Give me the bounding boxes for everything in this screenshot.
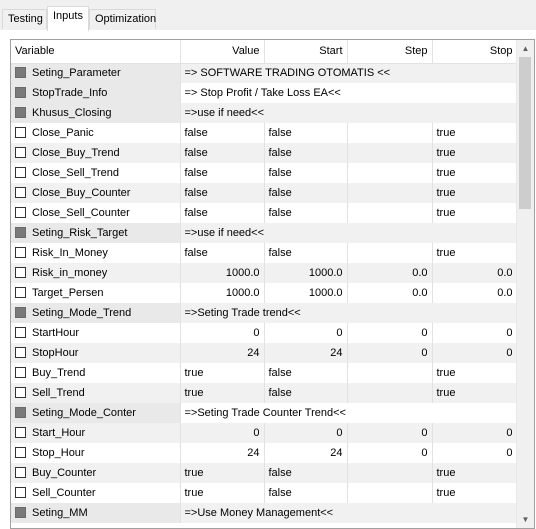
table-row[interactable] bbox=[11, 463, 517, 483]
table-row[interactable] bbox=[11, 443, 517, 463]
table-row[interactable] bbox=[11, 263, 517, 283]
tab-inputs[interactable]: Inputs bbox=[47, 6, 89, 31]
variable-name: Seting_Mode_Trend bbox=[32, 307, 132, 319]
optimize-checkbox[interactable] bbox=[15, 487, 26, 498]
variable-name: Risk_In_Money bbox=[32, 247, 108, 259]
variable-name: Seting_MM bbox=[32, 507, 88, 519]
inputs-grid bbox=[10, 39, 535, 529]
value-cell[interactable]: true bbox=[180, 363, 264, 383]
step-cell[interactable] bbox=[347, 483, 432, 503]
variable-name: Buy_Counter bbox=[32, 467, 97, 479]
table-row[interactable] bbox=[11, 403, 517, 423]
start-cell[interactable]: false bbox=[264, 483, 347, 503]
value-cell[interactable]: 1000.0 bbox=[180, 283, 264, 303]
variable-name: Risk_in_money bbox=[32, 267, 108, 279]
variable-cell[interactable] bbox=[11, 63, 180, 83]
column-header-step[interactable]: Step bbox=[347, 40, 432, 63]
start-cell[interactable]: 24 bbox=[264, 343, 347, 363]
step-cell[interactable]: 0 bbox=[347, 343, 432, 363]
step-cell[interactable] bbox=[347, 383, 432, 403]
start-cell[interactable]: false bbox=[264, 123, 347, 143]
variable-cell[interactable] bbox=[11, 503, 180, 523]
stop-cell[interactable]: true bbox=[432, 203, 517, 223]
optimize-checkbox[interactable] bbox=[15, 187, 26, 198]
start-cell[interactable]: 1000.0 bbox=[264, 263, 347, 283]
variable-cell[interactable] bbox=[11, 463, 180, 483]
variable-name: Buy_Trend bbox=[32, 367, 86, 379]
step-cell[interactable]: 0 bbox=[347, 323, 432, 343]
optimize-checkbox bbox=[15, 507, 26, 518]
start-cell[interactable]: false bbox=[264, 363, 347, 383]
optimize-checkbox[interactable] bbox=[15, 207, 26, 218]
stop-cell[interactable]: true bbox=[432, 143, 517, 163]
optimize-checkbox[interactable] bbox=[15, 167, 26, 178]
value-cell[interactable]: 24 bbox=[180, 343, 264, 363]
table-row[interactable] bbox=[11, 503, 517, 523]
variable-cell[interactable] bbox=[11, 83, 180, 103]
variable-name: Target_Persen bbox=[32, 287, 104, 299]
value-cell[interactable]: false bbox=[180, 143, 264, 163]
value-cell[interactable]: false bbox=[180, 203, 264, 223]
value-cell[interactable]: 1000.0 bbox=[180, 263, 264, 283]
step-cell[interactable] bbox=[347, 143, 432, 163]
optimize-checkbox[interactable] bbox=[15, 367, 26, 378]
optimize-checkbox[interactable] bbox=[15, 247, 26, 258]
variable-name: Start_Hour bbox=[32, 427, 86, 439]
table-row[interactable] bbox=[11, 383, 517, 403]
value-cell[interactable]: false bbox=[180, 183, 264, 203]
optimize-checkbox[interactable] bbox=[15, 127, 26, 138]
variable-cell[interactable] bbox=[11, 223, 180, 243]
variable-cell[interactable] bbox=[11, 383, 180, 403]
table-row[interactable] bbox=[11, 123, 517, 143]
variable-name: Sell_Trend bbox=[32, 387, 85, 399]
table-row[interactable] bbox=[11, 323, 517, 343]
variable-cell[interactable] bbox=[11, 283, 180, 303]
column-header-variable[interactable]: Variable bbox=[11, 40, 180, 63]
variable-name: Close_Buy_Trend bbox=[32, 147, 120, 159]
value-cell[interactable]: 0 bbox=[180, 423, 264, 443]
variable-cell[interactable] bbox=[11, 303, 180, 323]
optimize-checkbox[interactable] bbox=[15, 447, 26, 458]
table-row[interactable] bbox=[11, 283, 517, 303]
optimize-checkbox bbox=[15, 407, 26, 418]
inputs-table bbox=[11, 40, 518, 523]
step-cell[interactable] bbox=[347, 163, 432, 183]
scroll-thumb[interactable] bbox=[519, 57, 531, 209]
variable-cell[interactable] bbox=[11, 103, 180, 123]
start-cell[interactable]: 24 bbox=[264, 443, 347, 463]
table-row[interactable] bbox=[11, 103, 517, 123]
stop-cell[interactable]: true bbox=[432, 163, 517, 183]
start-cell[interactable]: false bbox=[264, 143, 347, 163]
table-row[interactable] bbox=[11, 363, 517, 383]
tab-optimization[interactable]: Optimization bbox=[89, 9, 156, 29]
optimize-checkbox[interactable] bbox=[15, 387, 26, 398]
optimize-checkbox[interactable] bbox=[15, 467, 26, 478]
table-row[interactable] bbox=[11, 223, 517, 243]
variable-cell[interactable] bbox=[11, 423, 180, 443]
variable-name: Khusus_Closing bbox=[32, 107, 112, 119]
variable-name: Close_Panic bbox=[32, 127, 94, 139]
table-row[interactable] bbox=[11, 143, 517, 163]
inputs-page bbox=[0, 30, 536, 529]
variable-name: Sell_Counter bbox=[32, 487, 96, 499]
stop-cell[interactable]: true bbox=[432, 123, 517, 143]
column-header-start[interactable]: Start bbox=[264, 40, 347, 63]
stop-cell[interactable]: true bbox=[432, 243, 517, 263]
optimize-checkbox[interactable] bbox=[15, 147, 26, 158]
table-row[interactable] bbox=[11, 163, 517, 183]
variable-cell[interactable] bbox=[11, 403, 180, 423]
variable-cell[interactable] bbox=[11, 203, 180, 223]
start-cell[interactable]: false bbox=[264, 463, 347, 483]
variable-name: StartHour bbox=[32, 327, 80, 339]
optimize-checkbox[interactable] bbox=[15, 327, 26, 338]
stop-cell[interactable]: true bbox=[432, 183, 517, 203]
stop-cell[interactable]: 0 bbox=[432, 323, 517, 343]
step-cell[interactable]: 0.0 bbox=[347, 283, 432, 303]
start-cell[interactable]: 0 bbox=[264, 423, 347, 443]
step-cell[interactable]: 0.0 bbox=[347, 263, 432, 283]
step-cell[interactable]: 0 bbox=[347, 443, 432, 463]
variable-name: Seting_Parameter bbox=[32, 67, 121, 80]
section-value[interactable]: => SOFTWARE TRADING OTOMATIS << bbox=[180, 63, 517, 83]
value-cell[interactable]: false bbox=[180, 163, 264, 183]
variable-cell[interactable] bbox=[11, 323, 180, 343]
stop-cell[interactable]: 0 bbox=[432, 443, 517, 463]
variable-name: StopHour bbox=[32, 347, 79, 359]
scroll-up-arrow-icon[interactable]: ▲ bbox=[521, 44, 530, 53]
step-cell[interactable] bbox=[347, 123, 432, 143]
variable-name: Close_Buy_Counter bbox=[32, 187, 131, 199]
section-value[interactable]: =>Use Money Management<< bbox=[180, 503, 517, 523]
value-cell[interactable]: true bbox=[180, 383, 264, 403]
step-cell[interactable]: 0 bbox=[347, 423, 432, 443]
table-row[interactable] bbox=[11, 343, 517, 363]
table-header bbox=[11, 40, 517, 63]
variable-cell[interactable] bbox=[11, 123, 180, 143]
table-row[interactable] bbox=[11, 63, 517, 83]
value-cell[interactable]: true bbox=[180, 483, 264, 503]
step-cell[interactable] bbox=[347, 363, 432, 383]
tab-strip bbox=[0, 0, 536, 31]
stop-cell[interactable]: 0 bbox=[432, 423, 517, 443]
section-value[interactable]: => Stop Profit / Take Loss EA<< bbox=[180, 83, 517, 103]
variable-name: Close_Sell_Trend bbox=[32, 167, 120, 179]
stop-cell[interactable]: true bbox=[432, 363, 517, 383]
value-cell[interactable]: 24 bbox=[180, 443, 264, 463]
start-cell[interactable]: false bbox=[264, 383, 347, 403]
optimize-checkbox bbox=[15, 87, 26, 98]
value-cell[interactable]: false bbox=[180, 243, 264, 263]
step-cell[interactable] bbox=[347, 243, 432, 263]
table-row[interactable] bbox=[11, 303, 517, 323]
variable-name: Stop_Hour bbox=[32, 447, 85, 459]
table-row[interactable] bbox=[11, 483, 517, 503]
variable-cell[interactable] bbox=[11, 443, 180, 463]
step-cell[interactable] bbox=[347, 203, 432, 223]
table-row[interactable] bbox=[11, 423, 517, 443]
start-cell[interactable]: 0 bbox=[264, 323, 347, 343]
optimize-checkbox bbox=[15, 307, 26, 318]
stop-cell[interactable]: 0.0 bbox=[432, 283, 517, 303]
stop-cell[interactable]: true bbox=[432, 463, 517, 483]
value-cell[interactable]: 0 bbox=[180, 323, 264, 343]
table-row[interactable] bbox=[11, 243, 517, 263]
section-value[interactable]: =>Seting Trade trend<< bbox=[180, 303, 517, 323]
optimize-checkbox[interactable] bbox=[15, 267, 26, 278]
stop-cell[interactable]: true bbox=[432, 483, 517, 503]
optimize-checkbox[interactable] bbox=[15, 427, 26, 438]
variable-name: Close_Sell_Counter bbox=[32, 207, 130, 219]
variable-cell[interactable] bbox=[11, 343, 180, 363]
column-header-stop[interactable]: Stop bbox=[432, 40, 517, 63]
section-value[interactable]: =>use if need<< bbox=[180, 223, 517, 243]
optimize-checkbox[interactable] bbox=[15, 287, 26, 298]
start-cell[interactable]: false bbox=[264, 203, 347, 223]
table-row[interactable] bbox=[11, 83, 517, 103]
table-row[interactable] bbox=[11, 203, 517, 223]
variable-name: StopTrade_Info bbox=[32, 87, 108, 99]
start-cell[interactable]: false bbox=[264, 183, 347, 203]
scroll-down-arrow-icon[interactable]: ▼ bbox=[521, 515, 530, 524]
variable-cell[interactable] bbox=[11, 183, 180, 203]
value-cell[interactable]: true bbox=[180, 463, 264, 483]
step-cell[interactable] bbox=[347, 183, 432, 203]
variable-name: Seting_Mode_Conter bbox=[32, 407, 136, 419]
stop-cell[interactable]: 0.0 bbox=[432, 263, 517, 283]
vertical-scrollbar[interactable] bbox=[516, 40, 534, 528]
table-row[interactable] bbox=[11, 183, 517, 203]
section-value[interactable]: =>Seting Trade Counter Trend<< bbox=[180, 403, 517, 423]
variable-cell[interactable] bbox=[11, 483, 180, 503]
start-cell[interactable]: false bbox=[264, 243, 347, 263]
optimize-checkbox bbox=[15, 227, 26, 238]
start-cell[interactable]: false bbox=[264, 163, 347, 183]
variable-cell[interactable] bbox=[11, 363, 180, 383]
stop-cell[interactable]: 0 bbox=[432, 343, 517, 363]
variable-cell[interactable] bbox=[11, 143, 180, 163]
column-header-value[interactable]: Value bbox=[180, 40, 264, 63]
optimize-checkbox[interactable] bbox=[15, 347, 26, 358]
variable-name: Seting_Risk_Target bbox=[32, 227, 128, 239]
start-cell[interactable]: 1000.0 bbox=[264, 283, 347, 303]
optimize-checkbox bbox=[15, 107, 26, 118]
stop-cell[interactable]: true bbox=[432, 383, 517, 403]
step-cell[interactable] bbox=[347, 463, 432, 483]
variable-cell[interactable] bbox=[11, 263, 180, 283]
value-cell[interactable]: false bbox=[180, 123, 264, 143]
section-value[interactable]: =>use if need<< bbox=[180, 103, 517, 123]
variable-cell[interactable] bbox=[11, 163, 180, 183]
tab-testing[interactable]: Testing bbox=[2, 9, 47, 29]
variable-cell[interactable] bbox=[11, 243, 180, 263]
optimize-checkbox bbox=[15, 67, 26, 78]
